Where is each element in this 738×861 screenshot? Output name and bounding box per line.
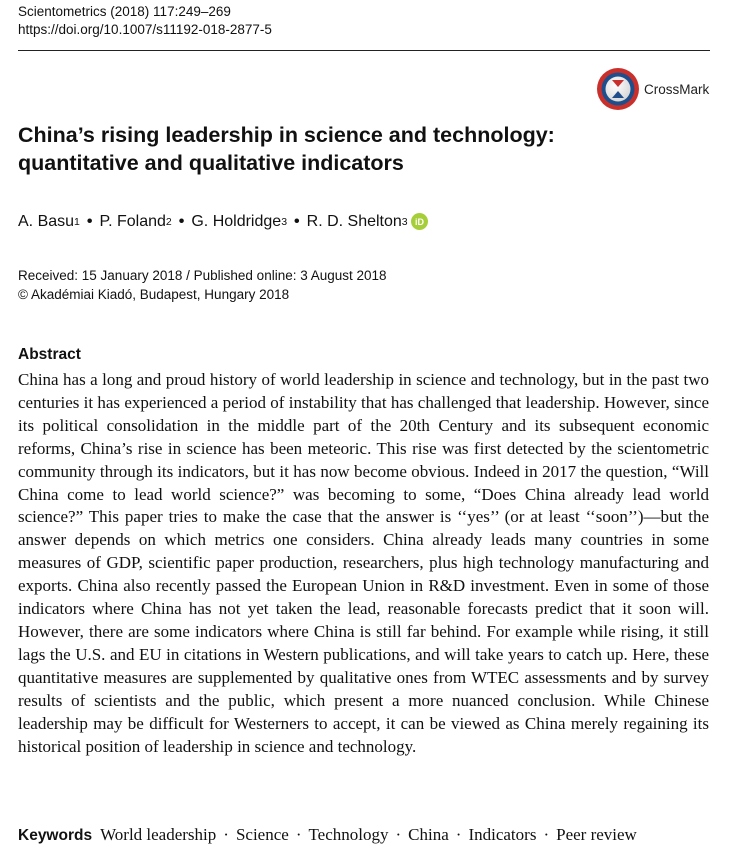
author-name[interactable]: G. Holdridge (191, 213, 282, 230)
svg-text:iD: iD (414, 217, 424, 227)
crossmark-badge[interactable] (596, 67, 709, 111)
doi-link[interactable]: https://doi.org/10.1007/s11192-018-2877-5 (18, 22, 272, 37)
author-separator: • (86, 213, 93, 230)
author-name[interactable]: R. D. Shelton (306, 213, 402, 230)
abstract-heading: Abstract (18, 346, 81, 363)
keyword: Technology (308, 825, 389, 844)
keyword-separator: · (543, 825, 550, 844)
orcid-icon[interactable] (411, 213, 428, 235)
received-date: Received: 15 January 2018 (18, 268, 183, 283)
author-separator: • (178, 213, 185, 230)
keyword: Indicators (468, 825, 537, 844)
header-rule (18, 50, 710, 51)
keyword: World leadership (100, 825, 217, 844)
keyword: Peer review (556, 825, 637, 844)
date-separator: / (182, 268, 194, 283)
paper-title (18, 121, 618, 177)
keyword-separator: · (223, 825, 229, 844)
abstract-body: China has a long and proud history of world leadership in science and technology, but in the past two centuries it has experienced a period of instability that has challenged that leadership. However, since its political consolidation in the middle part of the 20th Century and its subsequent economic reforms, China’s rise in science has been meteoric. This rise was first detected by the scientometric community through its indicators, but it has now become obvious. Indeed in 2017 the question, “Will China come to lead world science?” was becoming to some, “Does China already lead world science?” This paper tries to make the case that the answer is ‘‘yes’’ (or at least ‘‘soon’’)—but the answer depends on which metrics one considers. China already leads many countries in some measures of GDP, scientific paper production, researchers, plus high technology manufacturing and exports. China also recently passed the European Union in R&D investment. Even in some of those indicators where China has not yet taken the lead, reasonable forecasts predict that it soon will. However, there are some indicators where China is still far behind. For example while rising, it still lags the U.S. and EU in citations in Western publications, and will take years to catch up. Here, these quantitative measures are supplemented by qualitative ones from WTEC assessments and by survey results of scientists and the public, which present a more nuanced conclusion. While Chinese leadership may be difficult for Westerners to accept, it can be viewed as China merely regaining its historical position of leadership in science and technology. (18, 370, 709, 756)
author-separator: • (294, 213, 300, 230)
author-name[interactable]: P. Foland (99, 213, 166, 230)
published-date: Published online: 3 August 2018 (193, 268, 387, 283)
title-line-2: quantitative and qualitative indicators (18, 151, 404, 175)
keywords-line (18, 825, 637, 845)
keyword: Science (235, 825, 289, 844)
crossmark-icon (596, 67, 640, 111)
journal-citation: Scientometrics (2018) 117:249–269 (18, 4, 231, 19)
copyright-line: © Akadémiai Kiadó, Budapest, Hungary 2018 (18, 287, 290, 302)
keywords-label: Keywords (18, 827, 93, 844)
publication-dates (18, 266, 387, 304)
title-line-1: China’s rising leadership in science and technology: (18, 123, 555, 147)
author-list: A. Basu 1 • P. Foland 2 • G. Holdridge 3 • R. D. Shelton 3 iD (18, 211, 428, 233)
keyword-separator: · (395, 825, 402, 844)
crossmark-label: CrossMark (644, 81, 710, 97)
author-name[interactable]: A. Basu (18, 213, 75, 230)
keyword-separator: · (455, 825, 462, 844)
keyword-separator: · (295, 825, 302, 844)
journal-header (18, 3, 272, 39)
keyword: China (408, 825, 449, 844)
